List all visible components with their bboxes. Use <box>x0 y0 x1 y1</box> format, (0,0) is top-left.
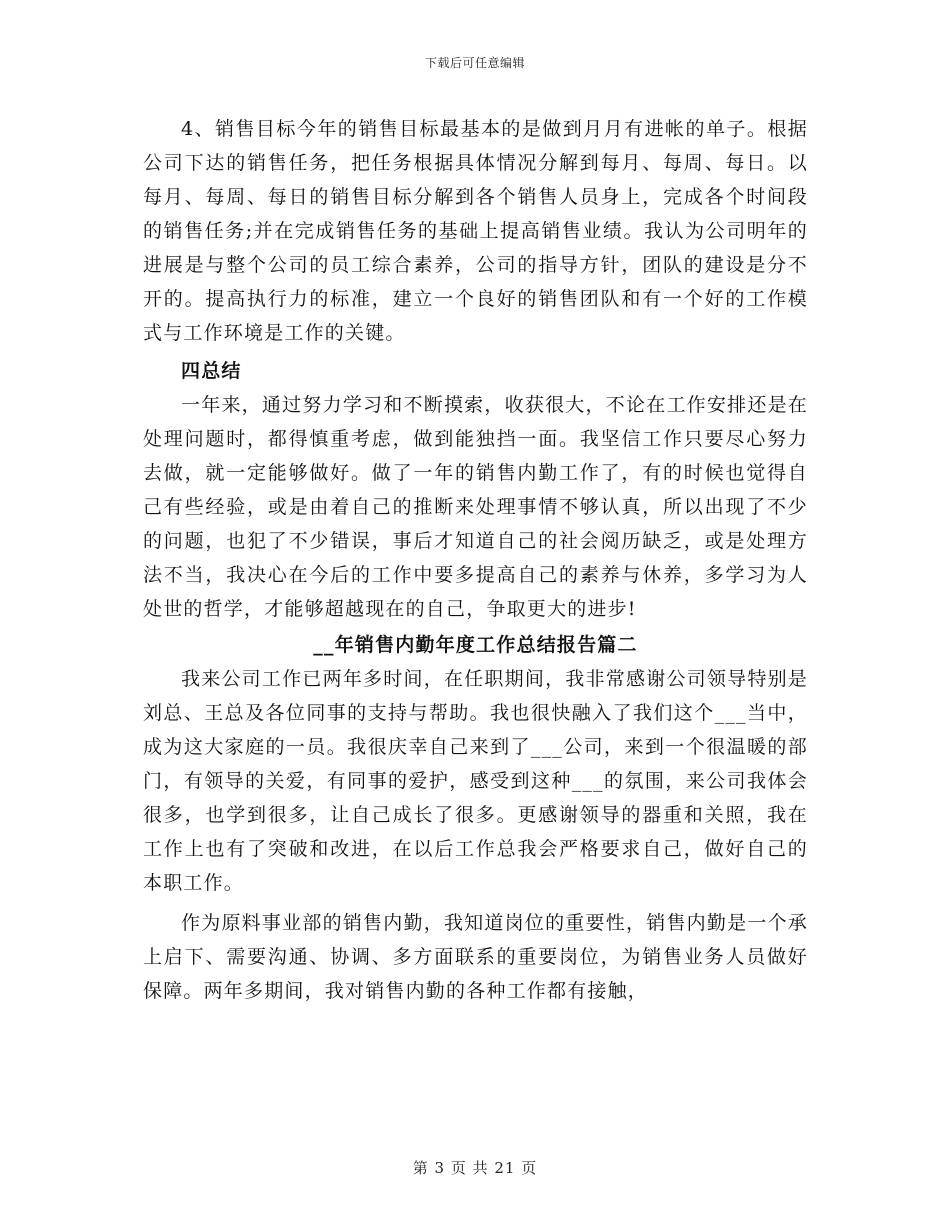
page-number: 第 3 页 共 21 页 <box>412 1159 538 1177</box>
paragraph-summary: 一年来，通过努力学习和不断摸索，收获很大，不论在工作安排还是在处理问题时，都得慎重考虑，做到能独挡一面。我坚信工作只要尽心努力去做，就一定能够做好。做了一年的销售内勤工作了，有的时候也觉得自己有些经验，或是由着自己的推断来处理事情不够认真，所以出现了不少的问题，也犯了不少错误，事后才知道自己的社会阅历缺乏，或是处理方法不当，我决心在今后的工作中要多提高自己的素养与休养，多学习为人处世的哲学，才能够超越现在的自己，争取更大的进步! <box>143 394 808 620</box>
paragraph-sales-target: 4、销售目标今年的销售目标最基本的是做到月月有进帐的单子。根据公司下达的销售任务，把任务根据具体情况分解到每月、每周、每日。以每月、每周、每日的销售目标分解到各个销售人员身上，完成各个时间段的销售任务;并在完成销售任务的基础上提高销售业绩。我认为公司明年的进展是与整个公司的员工综合素养，公司的指导方针，团队的建设是分不开的。提高执行力的标准，建立一个良好的销售团队和有一个好的工作模式与工作环境是工作的关键。 <box>143 118 808 344</box>
document-body <box>143 112 808 1008</box>
paragraph-role: 作为原料事业部的销售内勤，我知道岗位的重要性，销售内勤是一个承上启下、需要沟通、协调、多方面联系的重要岗位，为销售业务人员做好保障。两年多期间，我对销售内勤的各种工作都有接触， <box>143 912 808 1002</box>
report-title: __年销售内勤年度工作总结报告篇二 <box>313 634 638 656</box>
page-header-note: 下载后可任意编辑 <box>424 56 525 70</box>
section-heading-summary: 四总结 <box>181 360 242 382</box>
paragraph-intro: 我来公司工作已两年多时间，在任职期间，我非常感谢公司领导特别是刘总、王总及各位同事的支持与帮助。我也很快融入了我们这个___当中，成为这大家庭的一员。我很庆幸自己来到了___公司，来到一个很温暖的部门，有领导的关爱，有同事的爱护，感受到这种___的氛围，来公司我体会很多，也学到很多，让自己成长了很多。更感谢领导的器重和关照，我在工作上也有了突破和改进，在以后工作总我会严格要求自己，做好自己的本职工作。 <box>143 668 808 894</box>
